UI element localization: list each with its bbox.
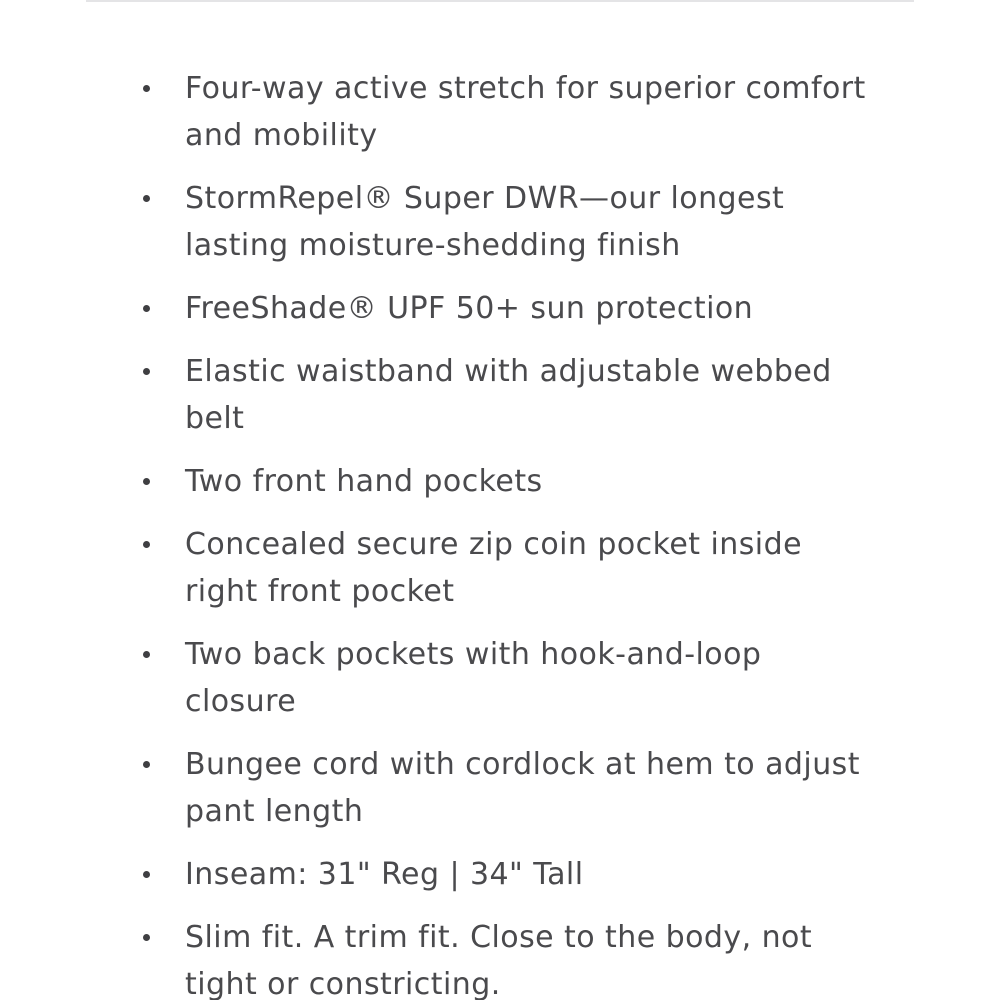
feature-text: Bungee cord with cordlock at hem to adjust pant length <box>185 747 860 829</box>
feature-text: Elastic waistband with adjustable webbed belt <box>185 354 832 436</box>
feature-text: FreeShade® UPF 50+ sun protection <box>185 291 754 326</box>
feature-text: Two front hand pockets <box>185 464 543 499</box>
bullet-icon <box>143 934 150 941</box>
feature-text: Four-way active stretch for superior comfort and mobility <box>185 71 866 153</box>
bullet-icon <box>143 871 150 878</box>
bullet-icon <box>143 368 150 375</box>
feature-item-bungee-cord <box>138 741 878 835</box>
bullet-icon <box>143 761 150 768</box>
bullet-icon <box>143 305 150 312</box>
feature-item-dwr <box>138 175 878 269</box>
feature-item-front-pockets <box>138 458 878 505</box>
bullet-icon <box>143 541 150 548</box>
feature-list <box>138 65 878 1000</box>
feature-item-stretch <box>138 65 878 159</box>
feature-item-sun-protection <box>138 285 878 332</box>
feature-item-coin-pocket <box>138 521 878 615</box>
bullet-icon <box>143 651 150 658</box>
feature-item-fit <box>138 914 878 1000</box>
feature-text: Inseam: 31" Reg | 34" Tall <box>185 857 584 892</box>
bullet-icon <box>143 85 150 92</box>
feature-text: Slim fit. A trim fit. Close to the body, not tight or constricting. <box>185 920 813 1000</box>
bullet-icon <box>143 478 150 485</box>
feature-text: StormRepel® Super DWR—our longest lasting moisture-shedding finish <box>185 181 785 263</box>
bullet-icon <box>143 195 150 202</box>
top-divider <box>86 0 914 2</box>
feature-text: Two back pockets with hook-and-loop closure <box>185 637 762 719</box>
feature-item-waistband <box>138 348 878 442</box>
feature-text: Concealed secure zip coin pocket inside right front pocket <box>185 527 802 609</box>
feature-item-back-pockets <box>138 631 878 725</box>
feature-item-inseam <box>138 851 878 898</box>
